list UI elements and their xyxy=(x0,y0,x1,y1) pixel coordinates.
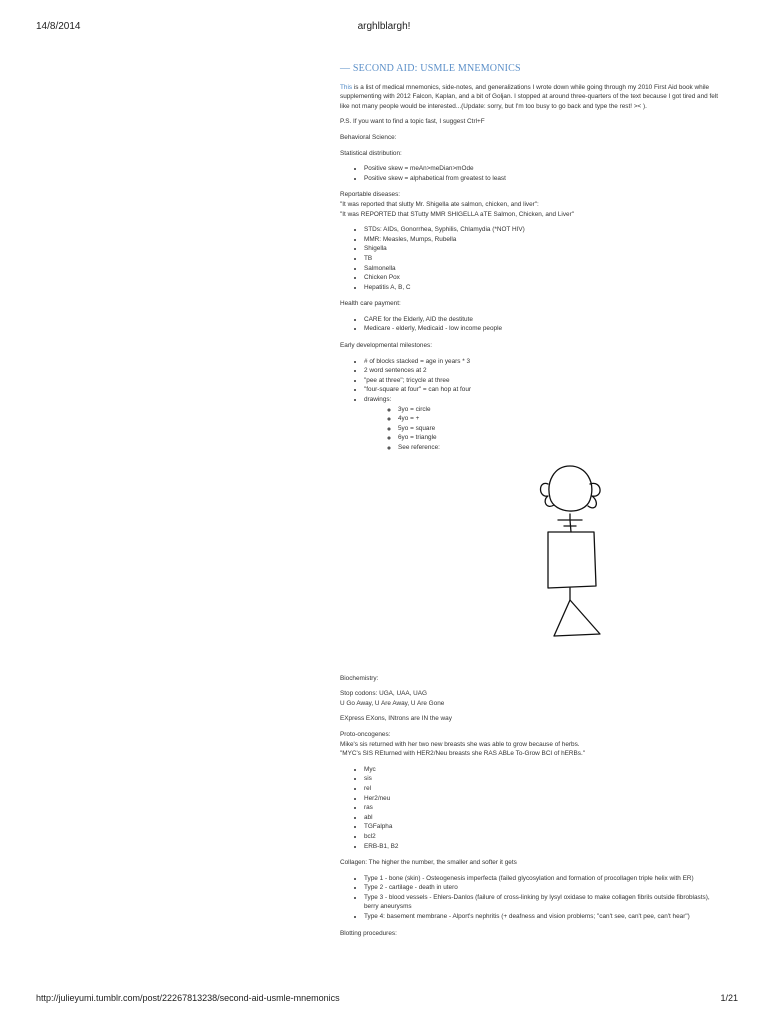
stop-codons: Stop codons: UGA, UAA, UAG xyxy=(340,690,428,698)
drawings-list xyxy=(364,405,720,453)
list-item: ◦ 5yo = square xyxy=(398,424,720,434)
list-item: • Type 2 - cartilage - death in utero xyxy=(364,883,720,893)
list-item: • Hepatitis A, B, C xyxy=(364,283,720,293)
page-title: arghlblargh! xyxy=(357,21,411,32)
reportable-list xyxy=(340,225,720,292)
list-item: • Chicken Pox xyxy=(364,273,720,283)
stat-heading: Statistical distribution: xyxy=(340,149,402,157)
list-item: ◦ See reference: xyxy=(398,443,720,453)
list-item: • rel xyxy=(364,784,720,794)
stop-codons-section xyxy=(340,689,720,708)
list-item: • "four-square at four" = can hop at four xyxy=(364,385,720,395)
list-item: • sis xyxy=(364,774,720,784)
list-item: • # of blocks stacked = age in years * 3 xyxy=(364,357,720,367)
reportable-heading: Reportable diseases: xyxy=(340,191,401,199)
list-item xyxy=(364,395,720,453)
milestones-heading: Early developmental milestones: xyxy=(340,342,432,350)
skirt-triangle xyxy=(554,600,600,636)
reportable-line: "It was reported that slutty Mr. Shigella ate salmon, chicken, and liver": xyxy=(340,200,539,208)
list-item: • abl xyxy=(364,813,720,823)
list-item: • CARE for the Elderly, AID the destitute xyxy=(364,315,720,325)
list-item: • ras xyxy=(364,803,720,813)
proto-line: "MYC's SIS REturned with HER2/Neu breasts she RAS ABLe To-Grow BCI of hERBs." xyxy=(340,750,586,758)
blotting-heading: Blotting procedures: xyxy=(340,929,397,937)
collagen-heading: Collagen: The higher the number, the smaller and softer it gets xyxy=(340,859,517,867)
list-item: • TB xyxy=(364,254,720,264)
stat-list xyxy=(340,164,720,183)
print-date: 14/8/2014 xyxy=(36,21,81,32)
list-item: • Medicare - elderly, Medicaid - low income people xyxy=(364,324,720,334)
proto-heading: Proto-oncogenes: xyxy=(340,730,391,738)
list-item: • Myc xyxy=(364,765,720,775)
list-item: • Her2/neu xyxy=(364,794,720,804)
list-item: ◦ 3yo = circle xyxy=(398,405,720,415)
milestones-list xyxy=(340,357,720,453)
proto-list xyxy=(340,765,720,851)
stick-figure-drawing xyxy=(524,460,619,660)
list-item: ◦ 6yo = triangle xyxy=(398,433,720,443)
post-content xyxy=(340,64,720,944)
list-item: • "pee at three"; tricycle at three xyxy=(364,376,720,386)
list-item: • Type 3 - blood vessels - Ehlers-Danlos (failure of cross-linking by lysyl oxidase to make collagen fibrils outside fibroblasts), berry aneurysms xyxy=(364,893,720,912)
list-item: • STDs: AIDs, Gonorrhea, Syphilis, Chlamydia (*NOT HIV) xyxy=(364,225,720,235)
footer-url[interactable]: http://julieyumi.tumblr.com/post/22267813238/second-aid-usmle-mnemonics xyxy=(36,993,340,1003)
proto-section xyxy=(340,730,720,759)
healthcare-heading: Health care payment: xyxy=(340,300,401,308)
body-square xyxy=(548,532,596,588)
intro-link[interactable]: This xyxy=(340,83,353,91)
drawings-label: drawings: xyxy=(364,396,392,404)
list-item: • MMR: Measles, Mumps, Rubella xyxy=(364,235,720,245)
list-item: • TGFalpha xyxy=(364,822,720,832)
reportable-line: "It was REPORTED that STutty MMR SHIGELLA aTE Salmon, Chicken, and Liver" xyxy=(340,210,574,218)
list-item: • Positive skew = alphabetical from greatest to least xyxy=(364,174,720,184)
reportable-section xyxy=(340,190,720,219)
list-item: • Positive skew = meAn>meDian>mOde xyxy=(364,164,720,174)
list-item: • Type 4: basement membrane - Alport's nephritis (+ deafness and vision problems; "can't see, can't pee, can't hear") xyxy=(364,912,720,922)
torso-line xyxy=(570,520,571,532)
list-item: • Shigella xyxy=(364,244,720,254)
head-circle xyxy=(549,466,592,511)
healthcare-list xyxy=(340,315,720,334)
list-item: • ERB-B1, B2 xyxy=(364,842,720,852)
ps-note: P.S. If you want to find a topic fast, I suggest Ctrl+F xyxy=(340,118,485,126)
behavioral-heading: Behavioral Science: xyxy=(340,133,397,141)
list-item: • 2 word sentences at 2 xyxy=(364,366,720,376)
list-item: • bcl2 xyxy=(364,832,720,842)
biochem-heading: Biochemistry: xyxy=(340,674,379,682)
collagen-list xyxy=(340,874,720,922)
list-item: • Type 1 - bone (skin) - Osteogenesis imperfecta (failed glycosylation and formation of procollagen triple helix with ER) xyxy=(364,874,720,884)
list-item: • Salmonella xyxy=(364,264,720,274)
stop-mnemonic: U Go Away, U Are Away, U Are Gone xyxy=(340,699,445,707)
post-title[interactable]: — SECOND AID: USMLE MNEMONICS xyxy=(340,63,521,74)
page-number: 1/21 xyxy=(720,993,738,1003)
hair-right-curl xyxy=(588,483,600,507)
exons-mnemonic: EXpress EXons, INtrons are IN the way xyxy=(340,715,452,723)
intro-text: is a list of medical mnemonics, side-notes, and generalizations I wrote down while going through my 2010 First Aid book while supplementing with 2012 Falcon, Kaplan, and a bit of Goljan. I stopped at around three-quarters of the text because I got tired and felt like not many people would be interested...(Update: sorry, but I'm too busy to go back and type the rest! >< ). xyxy=(340,83,718,110)
intro-paragraph xyxy=(340,83,720,112)
list-item: ◦ 4yo = + xyxy=(398,414,720,424)
proto-line: Mike's sis returned with her two new breasts she was able to grow because of herbs. xyxy=(340,740,580,748)
